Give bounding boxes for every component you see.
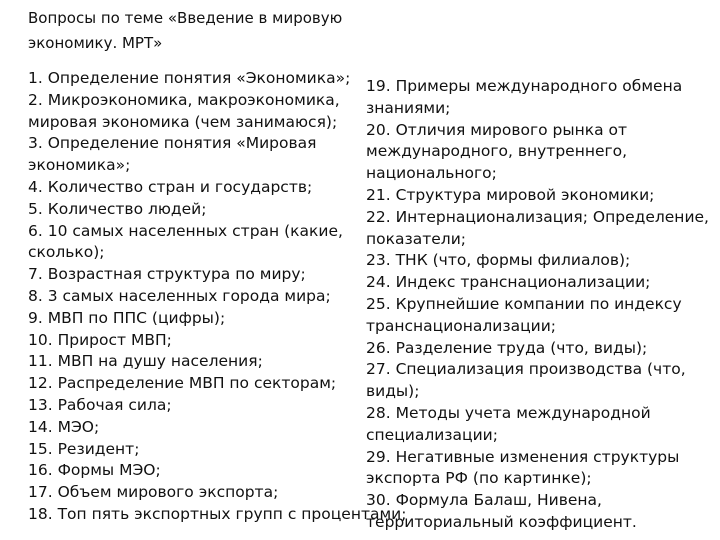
question-line: 27. Специализация производства (что, [366,360,686,379]
question-line: виды); [366,382,420,401]
question-line: 8. 3 самых населенных города мира; [28,286,331,305]
question-line: 26. Разделение труда (что, виды); [366,338,648,357]
question-line: 30. Формула Балаш, Нивена, [366,491,602,510]
question-line: 12. Распределение МВП по секторам; [28,374,337,393]
question-line: 22. Интернационализация; Определение, [366,207,709,226]
question-line: 11. МВП на душу населения; [28,352,263,371]
question-line: 1. Определение понятия «Экономика»; [28,69,351,87]
question-line: 25. Крупнейшие компании по индексу [366,294,682,313]
question-line: 4. Количество стран и государств; [28,177,313,196]
question-line: 14. МЭО; [28,417,100,436]
question-line: специализации; [366,425,498,444]
question-line: 5. Количество людей; [28,199,207,218]
question-line: 13. Рабочая сила; [28,395,172,414]
question-line: экспорта РФ (по картинке); [366,469,592,488]
question-line: 3. Определение понятия «Мировая [28,134,317,153]
question-line: 17. Объем мирового экспорта; [28,483,279,502]
question-line: 9. МВП по ППС (цифры); [28,308,226,327]
title-line-1: Вопросы по теме «Введение в мировую [28,9,343,27]
question-line: знаниями; [366,98,451,117]
question-line: 19. Примеры международного обмена [366,77,683,95]
question-line: 6. 10 самых населенных стран (какие, [28,221,343,240]
question-line: национального; [366,164,497,183]
question-line: 23. ТНК (что, формы филиалов); [366,251,631,270]
question-line: 10. Прирост МВП; [28,330,172,349]
question-line: показатели; [366,229,466,248]
question-line: 18. Топ пять экспортных групп с процентами; [28,504,407,523]
question-line: 2. Микроэкономика, макроэкономика, [28,90,340,109]
question-line: сколько); [28,243,105,262]
questions-right-column [366,76,709,534]
question-line: экономика»; [28,156,131,175]
question-line: 20. Отличия мирового рынка от [366,120,628,139]
question-line: 7. Возрастная структура по миру; [28,265,306,284]
title-line-2: экономику. МРТ» [28,34,163,52]
question-line: 21. Структура мировой экономики; [366,185,655,204]
slide-title [28,6,388,56]
question-line: территориальный коэффициент. [366,512,637,531]
question-line: 24. Индекс транснационализации; [366,273,651,292]
question-line: транснационализации; [366,316,557,335]
question-line: мировая экономика (чем занимаюся); [28,112,338,131]
question-line: международного, внутреннего, [366,142,628,161]
question-line: 29. Негативные изменения структуры [366,447,680,466]
question-line: 15. Резидент; [28,439,140,458]
question-line: 28. Методы учета международной [366,403,651,422]
question-line: 16. Формы МЭО; [28,461,161,480]
